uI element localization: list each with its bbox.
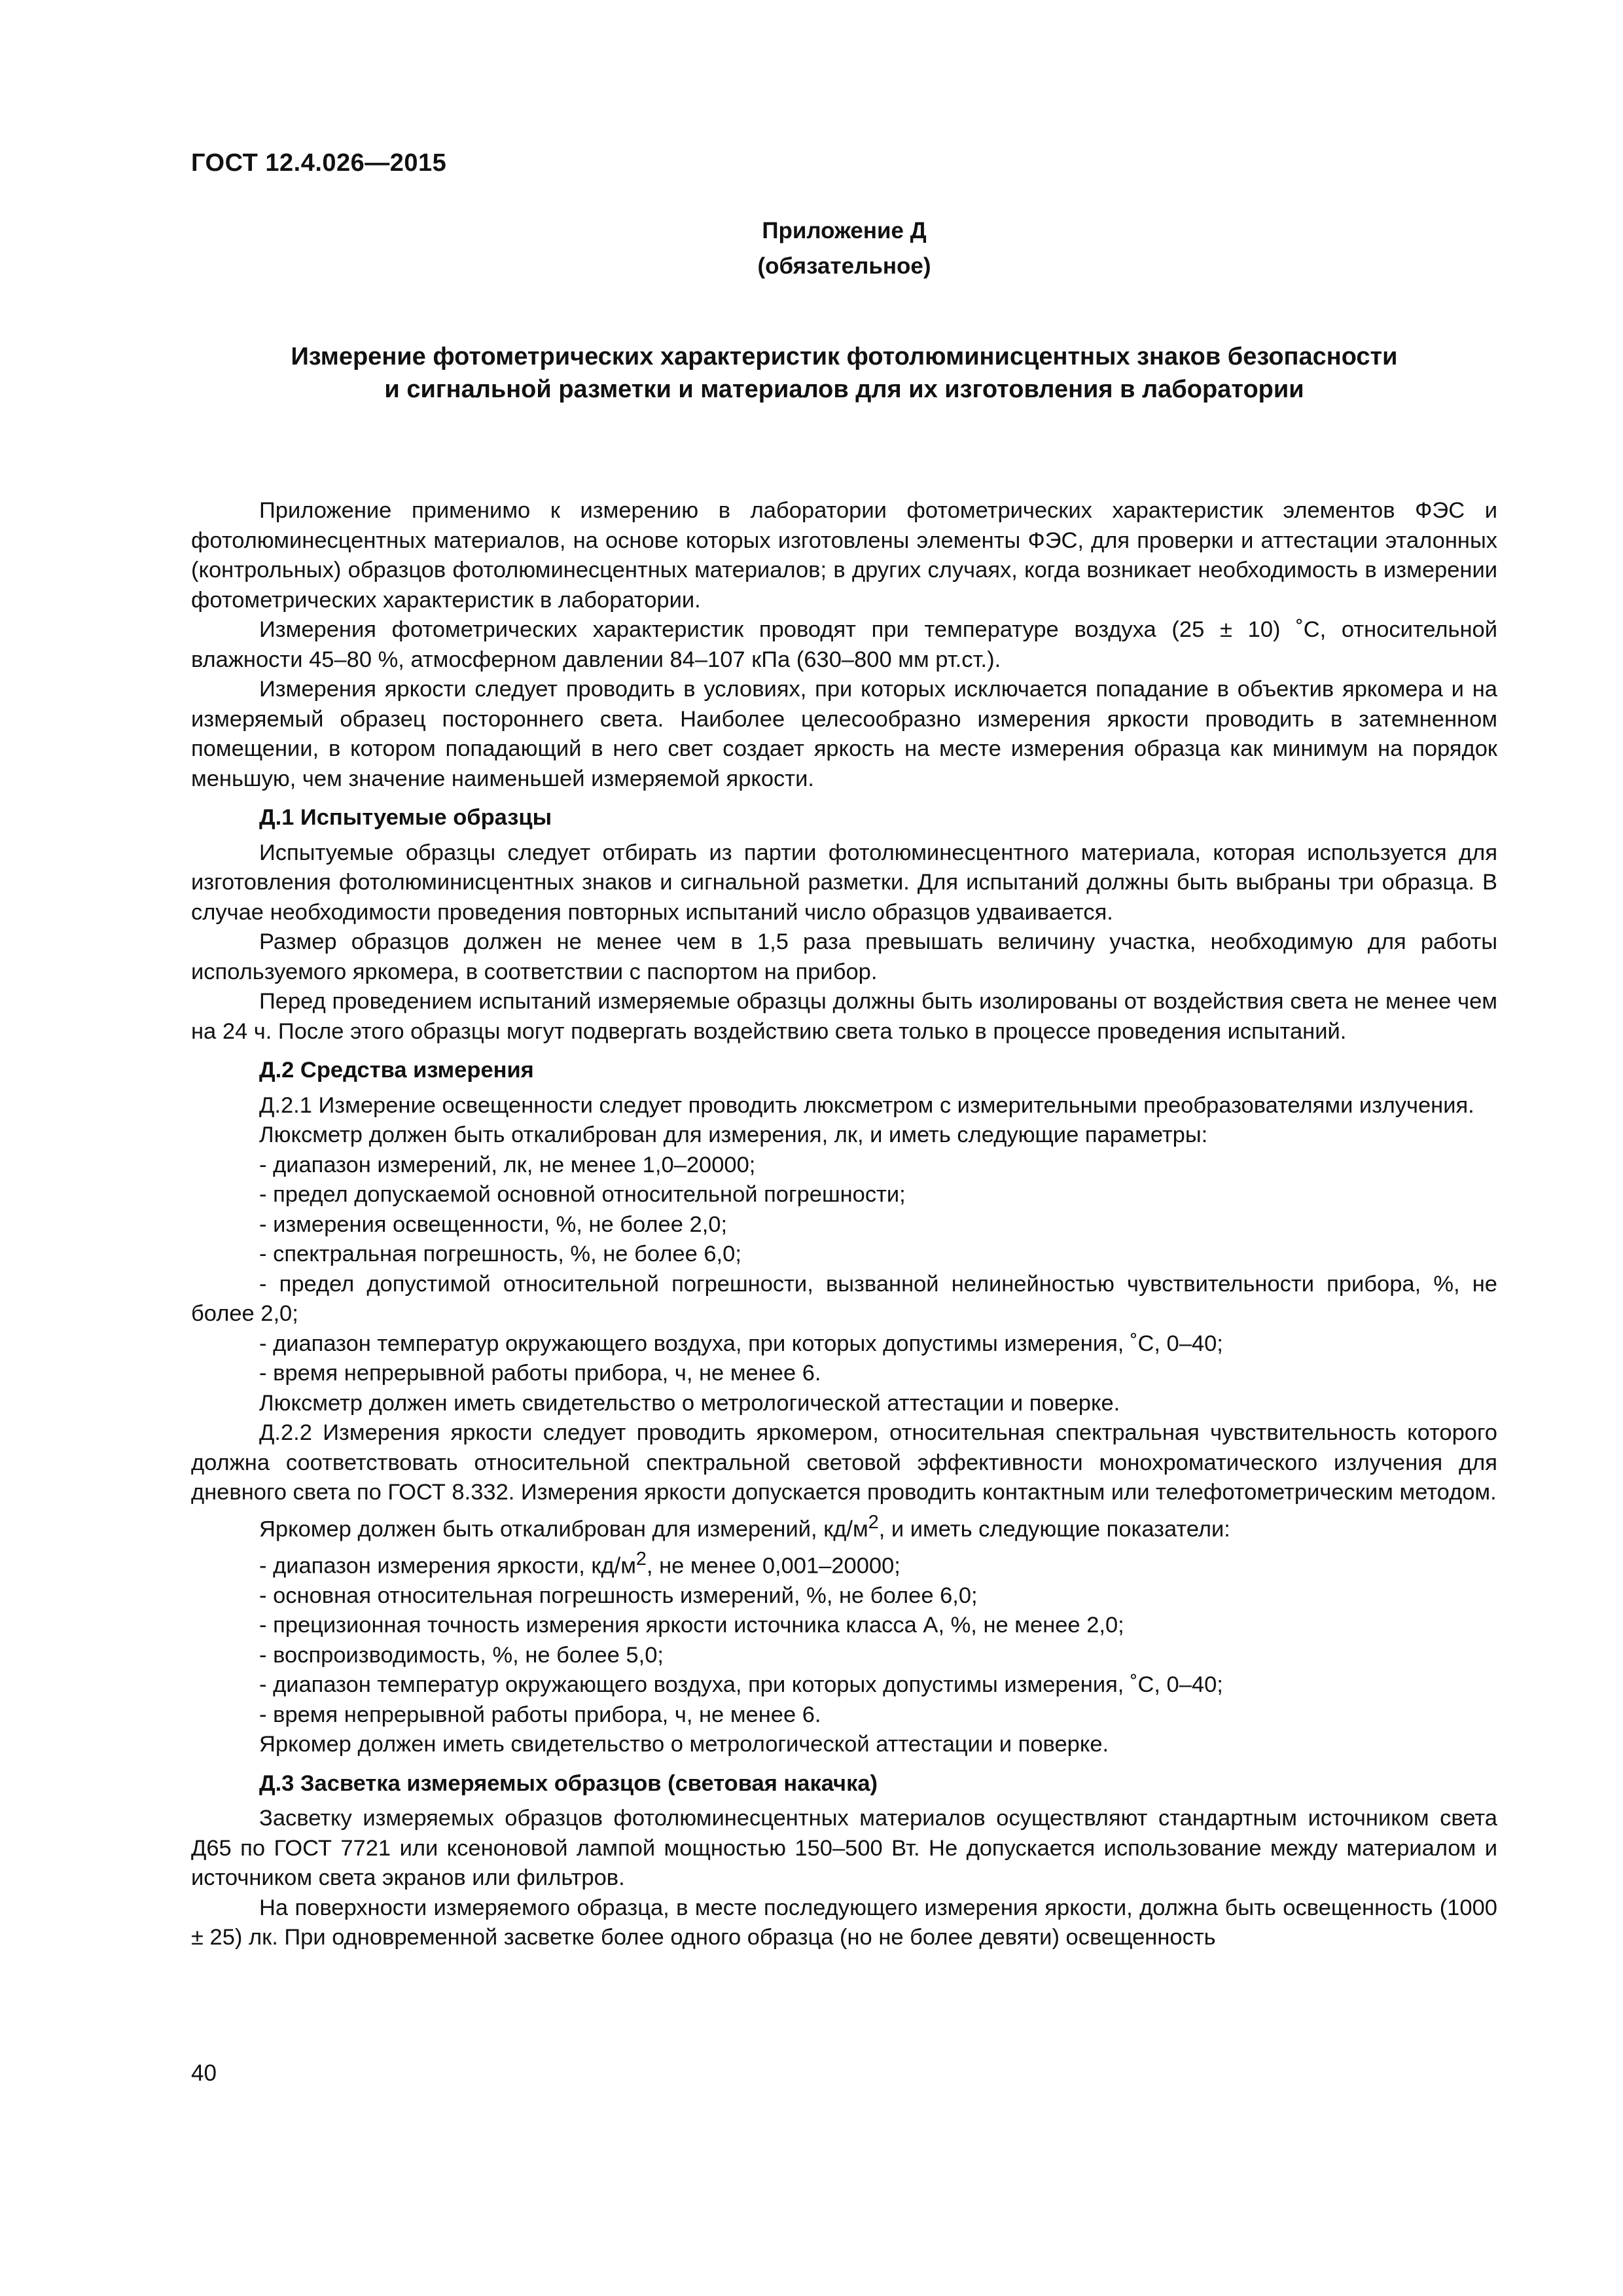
standard-code-header: ГОСТ 12.4.026—2015 [191,149,447,177]
luminance-meter-list-item: - основная относительная погрешность измерений, %, не более 6,0; [259,1583,978,1608]
document-title [191,340,1497,406]
d1-paragraph: Размер образцов должен не менее чем в 1,5 раза превышать величину участка, необходимую для работы используемого яркомера, в соответствии с паспортом на прибор. [191,929,1497,984]
d3-paragraph: Засветку измеряемых образцов фотолюминесцентных материалов осуществляют стандартным источником света Д65 по ГОСТ 7721 или ксеноновой лампой мощностью 150–500 Вт. Не допускается использование между материалом и источником света экранов или фильтров. [191,1806,1497,1890]
luminance-meter-list-item: - воспроизводимость, %, не более 5,0; [259,1642,664,1668]
intro-paragraph: Измерения фотометрических характеристик проводят при температуре воздуха (25 ± 10) ˚С, относительной влажности 45–80 %, атмосферном давлении 84–107 кПа (630–800 мм рт.ст.). [191,617,1497,672]
luxmeter-list-item: - предел допускаемой основной относительной погрешности; [259,1182,906,1207]
annex-title: Приложение Д [762,218,927,243]
d1-paragraph: Испытуемые образцы следует отбирать из партии фотолюминесцентного материала, которая используется для изготовления фотолюминисцентных знаков и сигнальной разметки. Для испытаний должны быть выбраны три образца. В случае необходимости проведения повторных испытаний число образцов удваивается. [191,840,1497,925]
section-heading-d3: Д.3 Засветка измеряемых образцов (световая накачка) [259,1770,878,1796]
d2-paragraph: Люксметр должен быть откалиброван для измерения, лк, и иметь следующие параметры: [259,1122,1208,1147]
luxmeter-list-item: - измерения освещенности, %, не более 2,0; [259,1211,728,1237]
document-title-line2: и сигнальной разметки и материалов для их изготовления в лаборатории [384,376,1304,403]
intro-paragraph: Измерения яркости следует проводить в условиях, при которых исключается попадание в объектив яркомера и на измеряемый образец постороннего света. Наиболее целесообразно измерения яркости проводить в затемненном помещении, в котором попадающий в него свет создает яркость на месте измерения образца как минимум на порядок меньшую, чем значение наименьшей измеряемой яркости. [191,677,1497,791]
document-title-line1: Измерение фотометрических характеристик фотолюминисцентных знаков безопасности [291,343,1398,370]
section-heading-d1: Д.1 Испытуемые образцы [259,805,552,830]
d2-paragraph [191,1508,1497,1545]
luxmeter-list-item: - диапазон измерений, лк, не менее 1,0–20000; [259,1152,756,1177]
page-number: 40 [191,2060,217,2086]
text-run: , и иметь следующие показатели: [878,1516,1230,1541]
luminance-meter-list-item: - диапазон температур окружающего воздуха, при которых допустимы измерения, ˚С, 0–40; [259,1672,1223,1697]
text-run: , не менее 0,001–20000; [646,1553,901,1578]
annex-status: (обязательное) [757,253,931,279]
intro-paragraph: Приложение применимо к измерению в лаборатории фотометрических характеристик элементов ФЭС и фотолюминесцентных материалов, на основе которых изготовлены элементы ФЭС, для проверки и аттестации эталонных (контрольных) образцов фотолюминесцентных материалов; в других случаях, когда возникает необходимость в измерении фотометрических характеристик в лаборатории. [191,498,1497,613]
d3-paragraph: На поверхности измеряемого образца, в месте последующего измерения яркости, должна быть освещенность (1000 ± 25) лк. При одновременной засветке более одного образца (но не более девяти) освещенность [191,1895,1497,1950]
superscript: 2 [868,1511,879,1533]
d1-paragraph: Перед проведением испытаний измеряемые образцы должны быть изолированы от воздействия света не менее чем на 24 ч. После этого образцы могут подвергать воздействию света только в процессе проведения испытаний. [191,989,1497,1044]
luxmeter-list-item: - спектральная погрешность, %, не более 6,0; [259,1242,741,1266]
d2-paragraph: Д.2.2 Измерения яркости следует проводить яркомером, относительная спектральная чувствительность которого должна соответствовать относительной спектральной световой эффективности монохроматического излучения для дневного света по ГОСТ 8.332. Измерения яркости допускается проводить контактным или телефотометрическим методом. [191,1420,1497,1505]
luminance-meter-list-item: - прецизионная точность измерения яркости источника класса А, %, не менее 2,0; [259,1613,1124,1638]
luminance-meter-list-item: - время непрерывной работы прибора, ч, не менее 6. [259,1702,821,1727]
luxmeter-list-item: - время непрерывной работы прибора, ч, не менее 6. [259,1361,821,1386]
d2-paragraph: Люксметр должен иметь свидетельство о метрологической аттестации и поверке. [259,1390,1120,1416]
section-heading-d2: Д.2 Средства измерения [259,1058,534,1083]
luxmeter-list-item: - диапазон температур окружающего воздуха, при которых допустимы измерения, ˚С, 0–40; [259,1331,1223,1356]
text-run: - диапазон измерения яркости, кд/м [259,1553,636,1578]
d2-paragraph: Д.2.1 Измерение освещенности следует проводить люксметром с измерительными преобразователями излучения. [259,1092,1474,1118]
text-run: Яркомер должен быть откалиброван для измерений, кд/м [259,1516,868,1541]
document-body [191,496,1497,1953]
luxmeter-list-item: - предел допустимой относительной погрешности, вызванной нелинейностью чувствительности прибора, %, не более 2,0; [191,1271,1497,1326]
d2-paragraph: Яркомер должен иметь свидетельство о метрологической аттестации и поверке. [259,1732,1109,1757]
superscript: 2 [635,1548,647,1570]
luminance-meter-list-item [191,1545,1497,1581]
